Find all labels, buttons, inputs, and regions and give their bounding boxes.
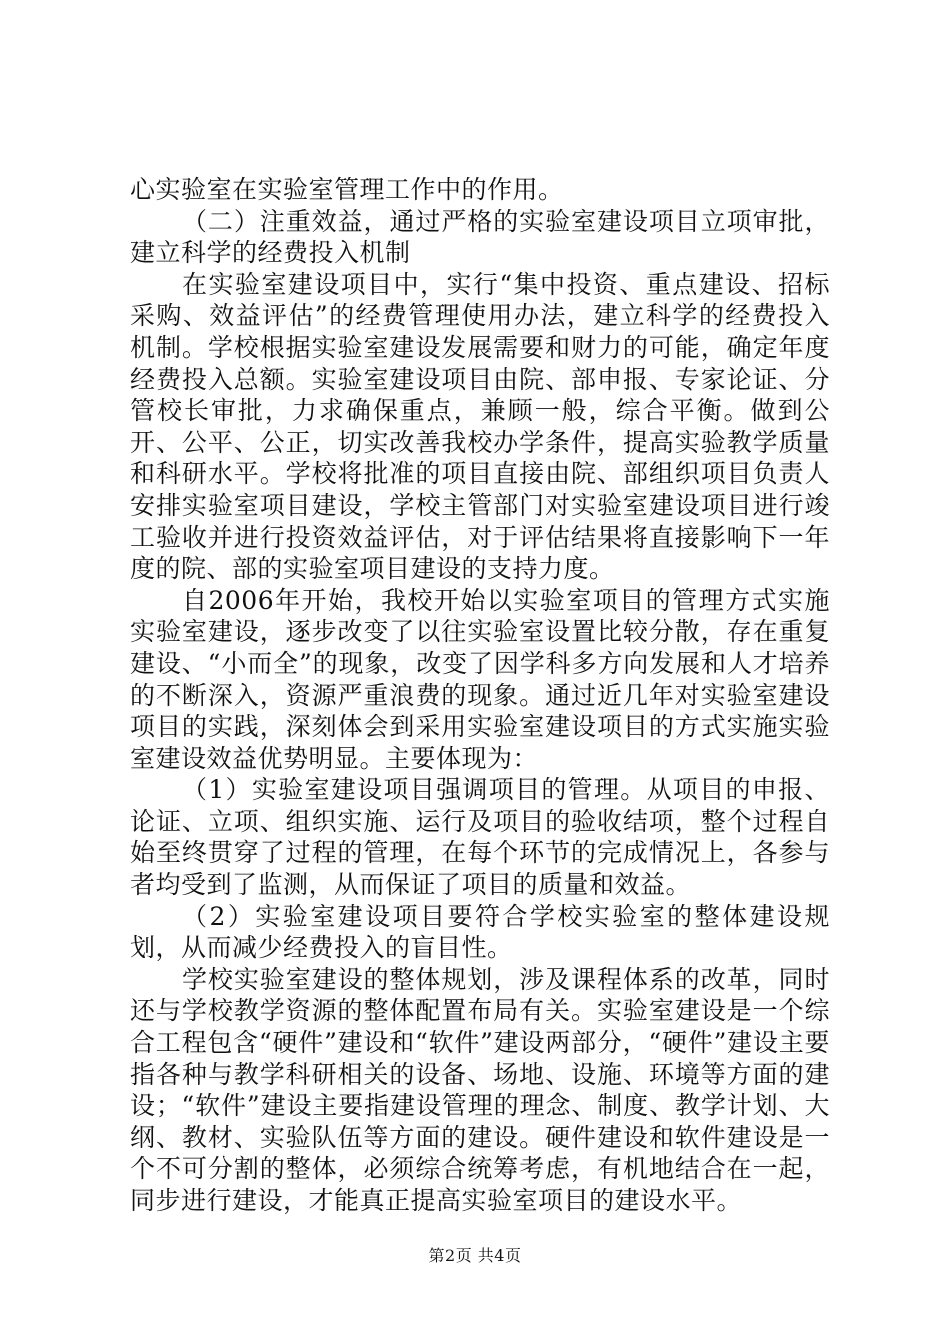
paragraph-2-heading: （二）注重效益，通过严格的实验室建设项目立项审批，建立科学的经费投入机制 [130, 206, 830, 268]
paragraph-4: 自2006年开始，我校开始以实验室项目的管理方式实施实验室建设，逐步改变了以往实验室设置比较分散，存在重复建设、“小而全”的现象，改变了因学科多方向发展和人才培养的不断深入，资源严重浪费的现象。通过近几年对实验室建设项目的实践，深刻体会到采用实验室建设项目的方式实施实验室建设效益优势明显。主要体现为： [130, 585, 830, 773]
paragraph-1: 心实验室在实验室管理工作中的作用。 [130, 175, 564, 204]
document-body [130, 174, 830, 1217]
paragraph-7: 学校实验室建设的整体规划，涉及课程体系的改革，同时还与学校教学资源的整体配置布局有关。实验室建设是一个综合工程包含“硬件”建设和“软件”建设两部分，“硬件”建设主要指各种与教学科研相关的设备、场地、设施、环境等方面的建设；“软件”建设主要指建设管理的理念、制度、教学计划、大纲、教材、实验队伍等方面的建设。硬件建设和软件建设是一个不可分割的整体，必须综合统筹考虑，有机地结合在一起，同步进行建设，才能真正提高实验室项目的建设水平。 [130, 964, 830, 1215]
paragraph-3: 在实验室建设项目中，实行“集中投资、重点建设、招标采购、效益评估”的经费管理使用办法，建立科学的经费投入机制。学校根据实验室建设发展需要和财力的可能，确定年度经费投入总额。实验室建设项目由院、部申报、专家论证、分管校长审批，力求确保重点，兼顾一般，综合平衡。做到公开、公平、公正，切实改善我校办学条件，提高实验教学质量和科研水平。学校将批准的项目直接由院、部组织项目负责人安排实验室项目建设，学校主管部门对实验室建设项目进行竣工验收并进行投资效益评估，对于评估结果将直接影响下一年度的院、部的实验室项目建设的支持力度。 [130, 269, 830, 584]
page-footer: 第2页 共4页 [428, 1246, 522, 1265]
paragraph-6: （2）实验室建设项目要符合学校实验室的整体建设规划，从而减少经费投入的盲目性。 [130, 901, 830, 963]
paragraph-5: （1）实验室建设项目强调项目的管理。从项目的申报、论证、立项、组织实施、运行及项目的验收结项，整个过程自始至终贯穿了过程的管理，在每个环节的完成情况上，各参与者均受到了监测，从而保证了项目的质量和效益。 [130, 775, 830, 900]
